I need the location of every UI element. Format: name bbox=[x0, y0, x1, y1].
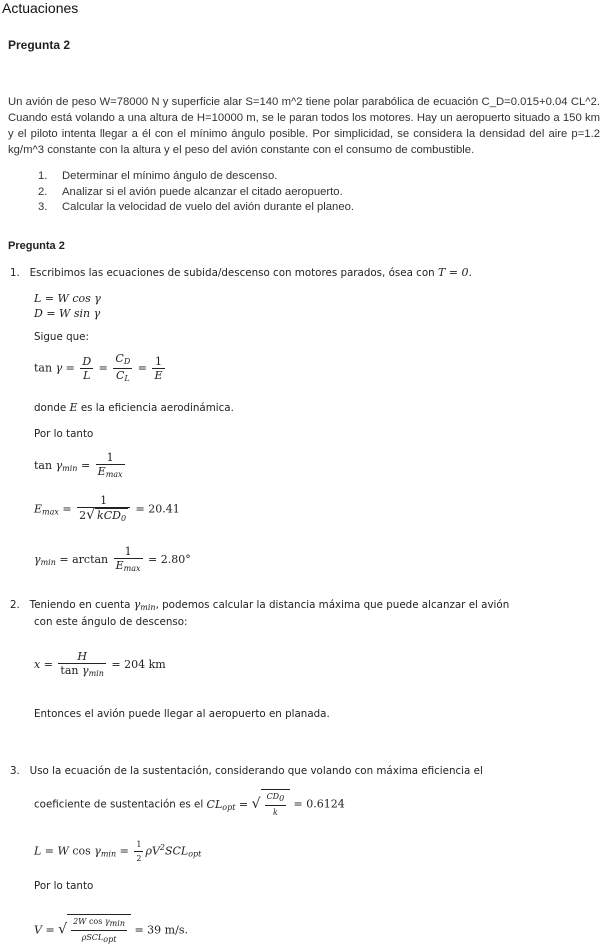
equation-gamma-min: $\gamma_{min} = \arctan$ $\frac{1}{E_{max}}$ = 2.80° bbox=[34, 545, 191, 573]
solution-title: Pregunta 2 bbox=[8, 240, 65, 252]
solution-step-2-line2: con este ángulo de descenso: bbox=[34, 616, 188, 628]
solution-step-3-intro: 3. Uso la ecuación de la sustentación, considerando que volando con máxima eficiencia el bbox=[10, 765, 483, 777]
list-item: 3. Calcular la velocidad de vuelo del avión durante el planeo. bbox=[38, 201, 355, 213]
equation-velocity: V = √ $\frac{2W \cos \gamma_{min}}{\rho SCL_{opt}}$ = 39 m/s. bbox=[34, 914, 188, 946]
por-lo-tanto-1: Por lo tanto bbox=[34, 428, 94, 440]
equation-tan-gamma-min: $\tan \gamma_{min}$ = $\frac{1}{E_{max}}$ bbox=[34, 451, 123, 479]
equation-emax: $E_{max}$ = $\frac{1}{2√ kCD_0}$ = 20.41 bbox=[34, 494, 180, 523]
equation-lift: L = W cos γ bbox=[34, 292, 101, 305]
question-statement: Un avión de peso W=78000 N y superficie alar S=140 m^2 tiene polar parabólica de ecuación C_D=0.015+0.04 CL^2. Cuando está volando a una altura de H=10000 m, se le paran todos los motores. Hay un aeropuerto situado a 150 km y el piloto intenta llegar a él con el mínimo ángulo posible. Por simplicidad, se considera la densidad del aire p=1.2 kg/m^3 constante con la altura y el peso del avión constante con el consumo de combustible. bbox=[8, 96, 600, 156]
list-item: 2. Analizar si el avión puede alcanzar el citado aeropuerto. bbox=[38, 185, 343, 198]
solution-step-3-line2: coeficiente de sustentación es el $CL_{opt}$ = √ $\frac{CD_0}{k}$ = 0.6124 bbox=[34, 789, 345, 819]
equation-tan-gamma: tan γ = $\frac{D}{L}$ = $\frac{C_D}{C_L}$ = $\frac{1}{E}$ bbox=[34, 352, 163, 383]
question-title: Pregunta 2 bbox=[8, 38, 71, 52]
solution-step-1-intro: 1. Escribimos las ecuaciones de subida/descenso con motores parados, ósea con T = 0. bbox=[10, 266, 472, 279]
conclusion-text: Entonces el avión puede llegar al aeropuerto en planada. bbox=[34, 708, 330, 720]
equation-distance: x = $\frac{H}{\tan \gamma_{min}}$ = 204 km bbox=[34, 650, 166, 678]
page-title: Actuaciones bbox=[2, 0, 79, 16]
por-lo-tanto-3: Por lo tanto bbox=[34, 880, 94, 892]
sigue-label: Sigue que: bbox=[34, 331, 89, 343]
donde-line: donde E es la eficiencia aerodinámica. bbox=[34, 401, 234, 414]
list-item: 1. Determinar el mínimo ángulo de descenso. bbox=[38, 170, 278, 182]
question-list bbox=[38, 169, 354, 216]
equation-lift-optimal: L = W $\cos \gamma_{min}$ = $\frac{1}{2}$ $\rho V^2SCL_{opt}$ bbox=[34, 840, 202, 863]
equation-drag: D = W sin γ bbox=[34, 307, 101, 320]
solution-step-2-intro: 2. Teniendo en cuenta $\gamma_{min}$, podemos calcular la distancia máxima que puede alcanzar el avión bbox=[10, 598, 510, 612]
